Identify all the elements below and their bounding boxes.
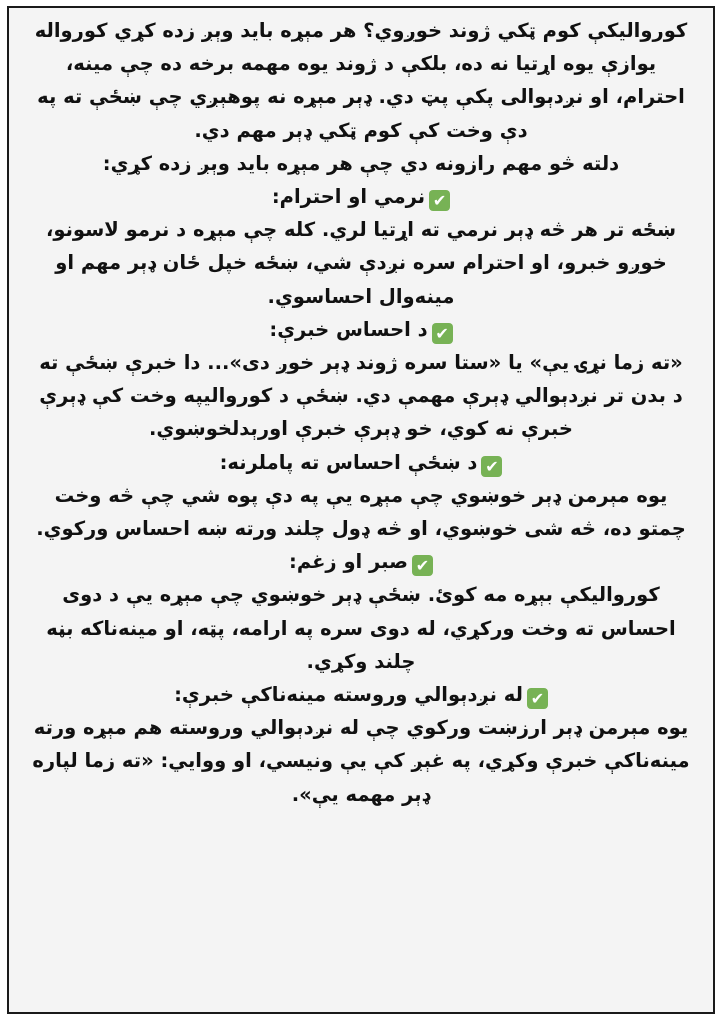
- section-heading-text: صبر او زغم:: [289, 550, 408, 574]
- check-mark-icon: ✔: [429, 190, 450, 211]
- section-heading-text: د احساس خبرې:: [269, 317, 428, 341]
- section-body-patience: کورواليکې بېړه مه کوئ. ښځې ډېر خوښوي چې مېړه يې د دوی احساس ته وخت ورکړي، له دوی سره په ارامه، پټه، او مينه‌ناکه بڼه چلند وکړي.: [46, 583, 676, 673]
- section-body-attention: يوه مېرمن ډېر خوښوي چې مېړه يې په دې پوه شي چې څه وخت چمتو ده، څه شی خوښوي، او څه ډول چلند ورته ښه احساس ورکوي.: [36, 483, 686, 541]
- intro-paragraph: کورواليکې کوم ټکي ژوند خوږوي؟ هر مېړه باید وېږ زده کړي کورواله يوازې يوه اړتيا نه ده، بلکې د ژوند يوه مهمه برخه ده چې مينه، احترام، او نږدېوالى پکې پټ دي. ډېر مېړه نه پوهېږي چې ښځې ته په دې وخت کې کوم ټکي ډېر مهم دي.: [34, 19, 688, 142]
- check-mark-icon: ✔: [481, 456, 502, 477]
- document-body: [9, 8, 713, 811]
- intro-lead-in: دلته څو مهم رازونه دي چې هر مېړه باید وېږ زده کړي:: [102, 151, 620, 175]
- document-frame: [7, 6, 715, 1014]
- section-heading-words: [31, 313, 691, 346]
- section-heading-text: له نږدېوالي وروسته مينه‌ناکې خبرې:: [174, 683, 523, 707]
- section-heading-text: نرمي او احترام:: [271, 185, 426, 209]
- section-body-gentleness: ښځه تر هر څه ډېر نرمي ته اړتيا لري. کله چې مېړه د نرمو لاسونو، خوږو خبرو، او احترام سره نږدې شي، ښځه خپل ځان ډېر مهم او مينه‌وال احساسوي.: [45, 218, 677, 308]
- section-heading-afterwards: [31, 678, 691, 711]
- section-body-words: «ته زما نړۍ يې» يا «ستا سره ژوند ډېر خوږ دی»... دا خبرې ښځې ته د بدن تر نږدېوالي ډېرې مهمې دي. ښځې د کورواليپه وخت کې ډېرې خبرې نه کوي، خو ډېرې خبرې اورېدلخوښوي.: [39, 351, 683, 441]
- check-mark-icon: ✔: [527, 688, 548, 709]
- section-heading-text: د ښځې احساس ته پاملرنه:: [219, 450, 478, 474]
- section-heading-gentleness: [31, 180, 691, 213]
- section-heading-attention: [31, 446, 691, 479]
- check-mark-icon: ✔: [412, 555, 433, 576]
- check-mark-icon: ✔: [432, 323, 453, 344]
- section-heading-patience: [31, 545, 691, 578]
- section-body-afterwards: يوه مېرمن ډېر ارزښت ورکوي چې له نږدېوالي وروسته هم مېړه ورته مينه‌ناکې خبرې وکړي، په غېږ کې يې ونيسي، او ووايي: «ته زما لپاره ډېر مهمه يې».: [32, 716, 690, 806]
